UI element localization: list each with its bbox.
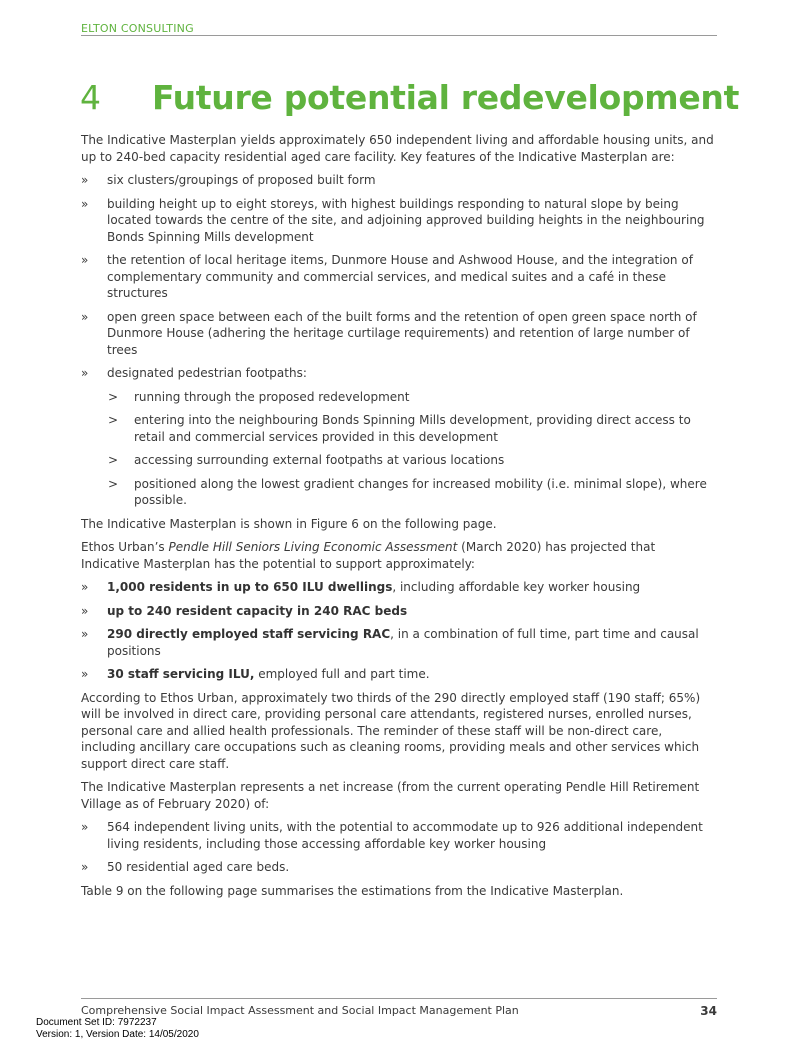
section-title xyxy=(80,78,739,122)
bullet-icon: » xyxy=(81,666,101,683)
list-item: » 50 residential aged care beds. xyxy=(81,859,717,876)
sub-bullet-icon: > xyxy=(108,389,128,406)
bullet-icon: » xyxy=(81,196,101,213)
list-item: » six clusters/groupings of proposed built form xyxy=(81,172,717,189)
sub-bullet-icon: > xyxy=(108,412,128,429)
report-title: Pendle Hill Seniors Living Economic Assessment xyxy=(168,540,457,554)
bullet-icon: » xyxy=(81,172,101,189)
table-reference: Table 9 on the following page summarises the estimations from the Indicative Masterplan. xyxy=(81,883,717,900)
list-item: » 1,000 residents in up to 650 ILU dwellings, including affordable key worker housing xyxy=(81,579,717,596)
body-content xyxy=(81,132,717,906)
features-list xyxy=(81,172,717,382)
sub-list-item: > running through the proposed redevelopment xyxy=(81,389,717,406)
increase-paragraph: The Indicative Masterplan represents a net increase (from the current operating Pendle Hill Retirement Village as of February 2020) of: xyxy=(81,779,717,812)
figure-reference: The Indicative Masterplan is shown in Figure 6 on the following page. xyxy=(81,516,717,533)
header-org-name: ELTON CONSULTING xyxy=(81,22,194,35)
bullet-icon: » xyxy=(81,252,101,269)
ethos-paragraph: Ethos Urban’s Pendle Hill Seniors Living Economic Assessment (March 2020) has projected that Indicative Masterplan has the potential to support approximately: xyxy=(81,539,717,572)
page-number: 34 xyxy=(700,1004,717,1018)
list-item: » the retention of local heritage items, Dunmore House and Ashwood House, and the integration of complementary community and commercial services, and medical suites and a café in these structures xyxy=(81,252,717,302)
bullet-icon: » xyxy=(81,603,101,620)
list-item: » up to 240 resident capacity in 240 RAC beds xyxy=(81,603,717,620)
bullet-icon: » xyxy=(81,309,101,326)
list-item: » 30 staff servicing ILU, employed full and part time. xyxy=(81,666,717,683)
footer-doc-title: Comprehensive Social Impact Assessment and Social Impact Management Plan xyxy=(81,1004,519,1017)
sub-list-item: > positioned along the lowest gradient changes for increased mobility (i.e. minimal slope), where possible. xyxy=(81,476,717,509)
list-item: » designated pedestrian footpaths: xyxy=(81,365,717,382)
bullet-icon: » xyxy=(81,819,101,836)
list-item: » building height up to eight storeys, with highest buildings responding to natural slope by being located towards the centre of the site, and adjoining approved building heights in the neighbouring Bonds Spinning Mills development xyxy=(81,196,717,246)
bullet-icon: » xyxy=(81,365,101,382)
document-info-stamp xyxy=(36,1017,199,1040)
page-header xyxy=(81,17,717,36)
list-item: » open green space between each of the built forms and the retention of open green space north of Dunmore House (adhering the heritage curtilage requirements) and retention of large number of trees xyxy=(81,309,717,359)
list-item: » 564 independent living units, with the potential to accommodate up to 926 additional independent living residents, including those accessing affordable key worker housing xyxy=(81,819,717,852)
sub-list-item: > entering into the neighbouring Bonds Spinning Mills development, providing direct access to retail and commercial services provided in this development xyxy=(81,412,717,445)
document-set-id: Document Set ID: 7972237 xyxy=(36,1017,199,1029)
increases-list xyxy=(81,819,717,876)
bullet-icon: » xyxy=(81,626,101,643)
staff-paragraph: According to Ethos Urban, approximately two thirds of the 290 directly employed staff (190 staff; 65%) will be involved in direct care, providing personal care attendants, registered nurses, enrolled nurses, personal care and allied health professionals. The reminder of these staff will be non-direct care, including ancillary care occupations such as cleaning rooms, providing meals and other services which support direct care staff. xyxy=(81,690,717,773)
section-heading: Future potential redevelopment xyxy=(152,78,739,117)
bullet-icon: » xyxy=(81,579,101,596)
sub-bullet-icon: > xyxy=(108,452,128,469)
document-version: Version: 1, Version Date: 14/05/2020 xyxy=(36,1029,199,1040)
projections-list xyxy=(81,579,717,683)
footpaths-sublist xyxy=(81,389,717,509)
list-item: » 290 directly employed staff servicing RAC, in a combination of full time, part time and causal positions xyxy=(81,626,717,659)
section-number: 4 xyxy=(80,78,152,117)
sub-bullet-icon: > xyxy=(108,476,128,493)
bullet-icon: » xyxy=(81,859,101,876)
intro-paragraph: The Indicative Masterplan yields approximately 650 independent living and affordable housing units, and up to 240-bed capacity residential aged care facility. Key features of the Indicative Masterplan are: xyxy=(81,132,717,165)
sub-list-item: > accessing surrounding external footpaths at various locations xyxy=(81,452,717,469)
page-footer xyxy=(81,998,717,1017)
